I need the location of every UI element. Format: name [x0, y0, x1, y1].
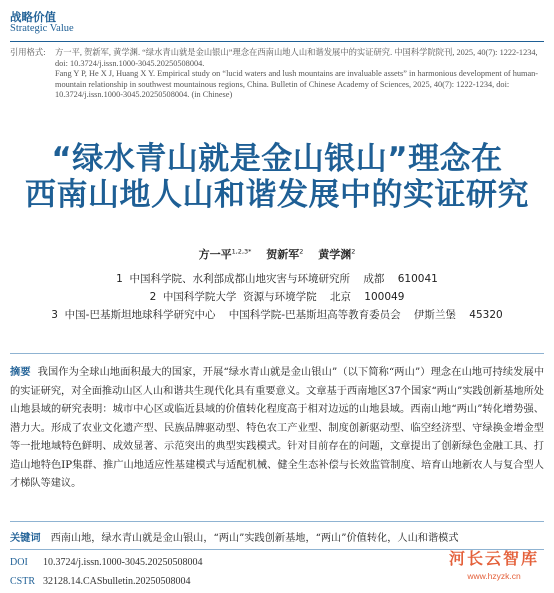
author-name: 贺新军 [266, 248, 300, 261]
citation-block [10, 48, 548, 101]
keywords-block [10, 529, 544, 544]
abstract-block [10, 364, 544, 494]
abstract-text: 我国作为全球山地面积最大的国家，开展“绿水青山就是金山银山”（以下简称“两山”）理念在山地可持续发展中的实证研究，对全面推动山区人山和谐共生现代化具有重要意义。文章基于西南地区37个国家“两山”实践创新基地所处山地县域的研究表明：城市中心区或临近县域的价值转化程度高于相对边远的山地县域。西南山地“两山”转化增势强、潜力大。形成了农业文化遗产型、民族品牌驱动型、特色农工产业型、制度创新驱动型、临空经济型、守绿换金增金型等一批地域特色鲜明、成效显著、示范突出的典型实践模式。针对目前存在的问题，文章提出了创新绿色金融工具、打造山地特色IP集群、推广山地适应性基建模式与适配机械、健全生态补偿与长效监管制度、培育山地新农人与复合型人才梯队等建议。 [10, 367, 545, 489]
author-list [0, 246, 554, 262]
doi-link[interactable]: 10.3724/j.issn.1000-3045.20250508004 [43, 557, 203, 568]
author-name: 黄学渊 [318, 248, 352, 261]
header-divider [10, 41, 544, 42]
doi-label: DOI [10, 557, 28, 568]
affiliation-2: 2 中国科学院大学 资源与环境学院 北京 100049 [149, 291, 405, 303]
citation-label: 引用格式: [10, 48, 46, 57]
keywords-divider [10, 521, 544, 522]
section-label-cn: 战略价值 [10, 10, 56, 24]
affiliation-3: 3 中国-巴基斯坦地球科学研究中心 中国科学院-巴基斯坦高等教育委员会 伊斯兰堡 45320 [51, 309, 503, 321]
keywords-text: 西南山地，绿水青山就是金山银山，“两山”实践创新基地，“两山”价值转化，人山和谐模式 [50, 533, 459, 544]
watermark-url: www.hzyzk.cn [467, 571, 521, 581]
doi-row [10, 557, 202, 568]
article-title-line-2: 西南山地人山和谐发展中的实证研究 [25, 177, 529, 213]
article-title-line-1: “绿水青山就是金山银山”理念在 [51, 141, 503, 177]
cstr-value: 32128.14.CASbulletin.20250508004 [43, 576, 191, 587]
citation-cn-row [10, 48, 548, 69]
keywords-label: 关键词 [10, 533, 41, 544]
cstr-label: CSTR [10, 576, 36, 587]
affiliation-1: 1 中国科学院、水利部成都山地灾害与环境研究所 成都 610041 [116, 273, 438, 285]
watermark-name: 河长云智库 [448, 549, 539, 568]
author-affil-mark: 2 [299, 247, 304, 256]
author-name: 方一平 [198, 248, 232, 261]
citation-cn: 方一平, 贺新军, 黄学渊. “绿水青山就是金山银山”理念在西南山地人山和谐发展中的实证研究. 中国科学院院刊, 2025, 40(7): 1222-1234, doi: 10.3724/j.issn.1000-3045.20250508004. [55, 48, 538, 68]
citation-en: Fang Y P, He X J, Huang X Y. Empirical study on “lucid waters and lush mountains are invaluable assets” in harmonious development of human-mountain relationship in southwest mountainous regions, China. Bulletin of Chinese Academy of Sciences, 2025, 40(7): 1222-1234, doi: 10.3724/j.issn.1000-3045.20250508004. (in Chinese) [55, 69, 539, 100]
watermark [442, 546, 546, 581]
abstract-label: 摘要 [10, 367, 31, 378]
author-affil-mark: 1,2,3* [231, 247, 252, 256]
citation-en-row [10, 69, 548, 101]
cstr-row [10, 576, 191, 587]
abstract-divider [10, 353, 544, 354]
section-label-en: Strategic Value [10, 23, 74, 34]
author-affil-mark: 2 [351, 247, 356, 256]
